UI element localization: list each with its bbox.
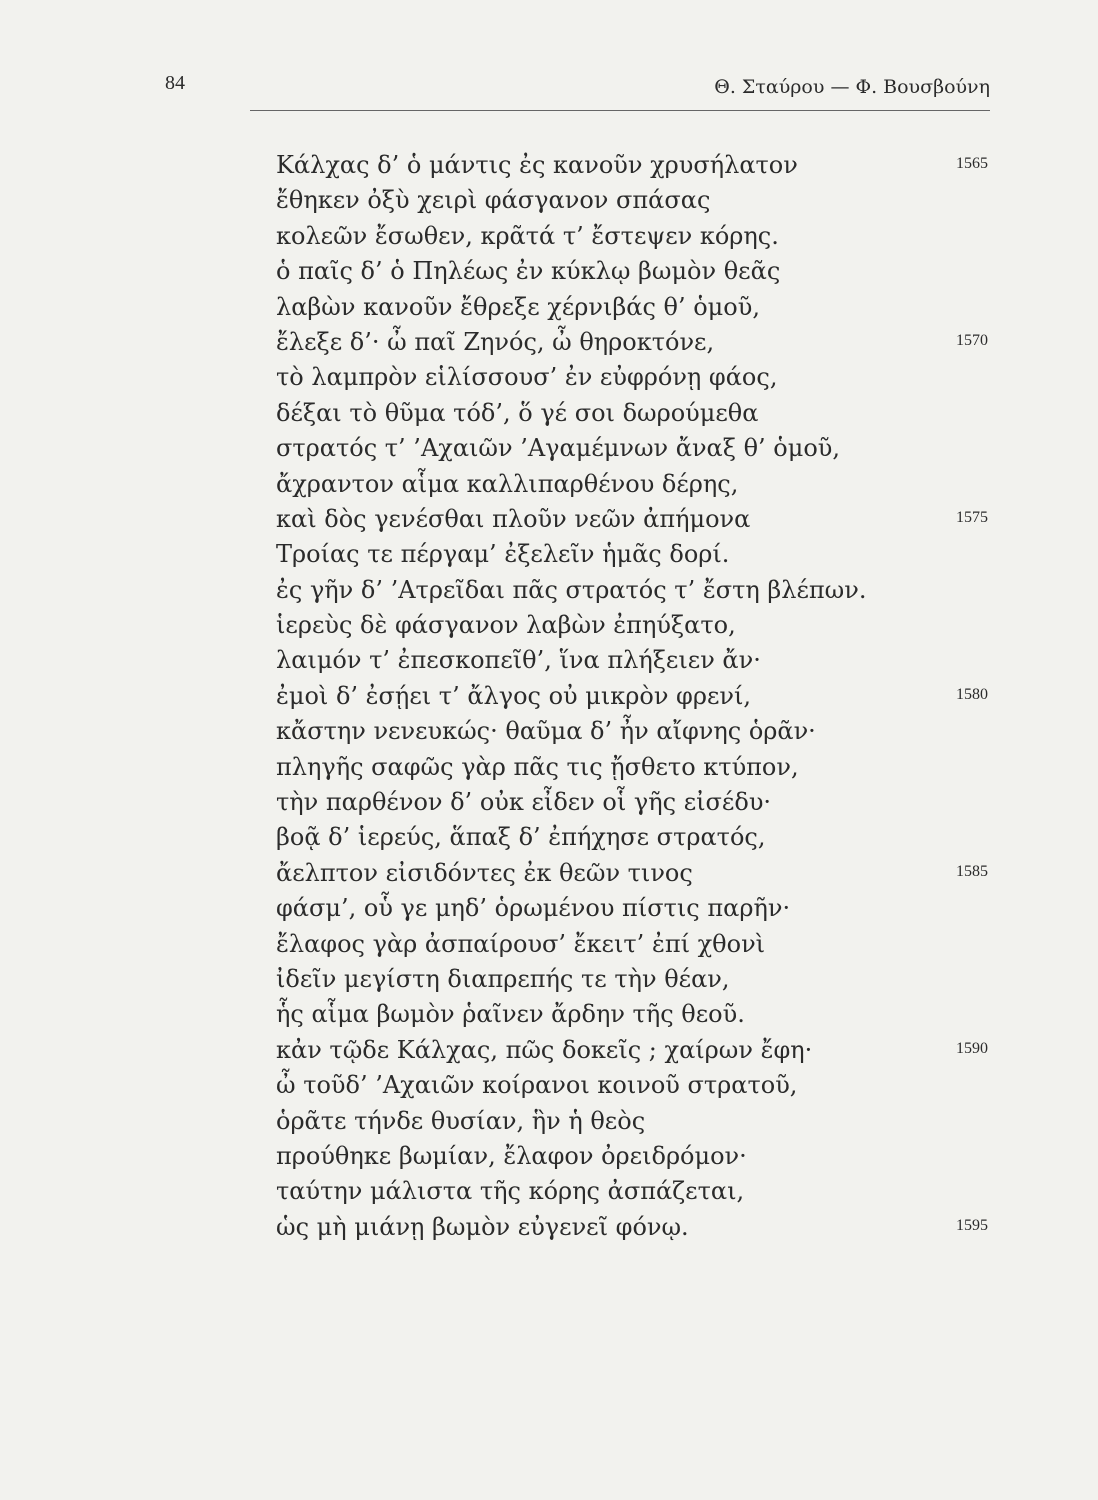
verse-text: ἔλεξε δ’· ὦ παῖ Ζηνός, ὦ θηροκτόνε, bbox=[276, 327, 715, 356]
verse-text: ὁρᾶτε τήνδε θυσίαν, ἣν ἡ θεὸς bbox=[276, 1106, 646, 1135]
verse-text: βοᾷ δ’ ἱερεύς, ἅπαξ δ’ ἐπήχησε στρατός, bbox=[276, 823, 766, 852]
line-number: 1590 bbox=[956, 1039, 988, 1057]
verse-line bbox=[0, 679, 1098, 714]
verse-text: λαιμόν τ’ ἐπεσκοπεῖθ’, ἵνα πλήξειεν ἄν· bbox=[276, 646, 761, 675]
verse-line bbox=[0, 962, 1098, 997]
verse-line bbox=[0, 891, 1098, 926]
verse-line bbox=[0, 820, 1098, 855]
verse-text: φάσμ’, οὗ γε μηδ’ ὁρωμένου πίστις παρῆν· bbox=[276, 894, 791, 923]
verse-text: Κάλχας δ’ ὁ μάντις ἐς κανοῦν χρυσήλατον bbox=[276, 151, 798, 179]
verse-text: τὴν παρθένον δ’ οὐκ εἶδεν οἷ γῆς εἰσέδυ· bbox=[276, 788, 772, 817]
verse-line bbox=[0, 1139, 1098, 1174]
header-rule bbox=[250, 110, 990, 111]
verse-line bbox=[0, 1033, 1098, 1068]
verse-text: λαβὼν κανοῦν ἔθρεξε χέρνιβάς θ’ ὁμοῦ, bbox=[276, 292, 760, 321]
running-head: Θ. Σταύρου — Φ. Βουσβούνη bbox=[714, 76, 990, 98]
verse-line bbox=[0, 360, 1098, 395]
verse-line bbox=[0, 997, 1098, 1032]
line-number: 1595 bbox=[956, 1216, 988, 1234]
poem-text bbox=[0, 148, 1098, 1245]
line-number: 1580 bbox=[956, 685, 988, 703]
verse-text: καὶ δὸς γενέσθαι πλοῦν νεῶν ἀπήμονα bbox=[276, 504, 751, 533]
page-number: 84 bbox=[165, 72, 185, 94]
verse-line bbox=[0, 608, 1098, 643]
verse-line bbox=[0, 467, 1098, 502]
verse-line bbox=[0, 502, 1098, 537]
verse-line bbox=[0, 148, 1098, 183]
verse-line bbox=[0, 750, 1098, 785]
verse-text: ὁ παῖς δ’ ὁ Πηλέως ἐν κύκλῳ βωμὸν θεᾶς bbox=[276, 257, 781, 286]
verse-line bbox=[0, 1104, 1098, 1139]
verse-line bbox=[0, 1210, 1098, 1245]
verse-line bbox=[0, 1174, 1098, 1209]
verse-text: ὦ τοῦδ’ ’Αχαιῶν κοίρανοι κοινοῦ στρατοῦ, bbox=[276, 1071, 798, 1100]
verse-text: κἀν τῷδε Κάλχας, πῶς δοκεῖς ; χαίρων ἔφη· bbox=[276, 1035, 813, 1064]
verse-text: ἐμοὶ δ’ ἐσῄει τ’ ἄλγος οὐ μικρὸν φρενί, bbox=[276, 681, 752, 710]
verse-line bbox=[0, 290, 1098, 325]
verse-text: στρατός τ’ ’Αχαιῶν ’Αγαμέμνων ἄναξ θ’ ὁμοῦ, bbox=[276, 434, 841, 463]
verse-text: ἔλαφος γὰρ ἀσπαίρουσ’ ἔκειτ’ ἐπί χθονὶ bbox=[276, 929, 766, 958]
verse-line bbox=[0, 1068, 1098, 1103]
verse-text: ἐς γῆν δ’ ’Ατρεῖδαι πᾶς στρατός τ’ ἔστη βλέπων. bbox=[276, 575, 867, 604]
verse-text: ἧς αἷμα βωμὸν ῥαῖνεν ἄρδην τῆς θεοῦ. bbox=[276, 1000, 745, 1029]
verse-text: Τροίας τε πέργαμ’ ἐξελεῖν ἡμᾶς δορί. bbox=[276, 540, 730, 569]
verse-text: πληγῆς σαφῶς γὰρ πᾶς τις ᾔσθετο κτύπον, bbox=[276, 752, 799, 781]
verse-line bbox=[0, 643, 1098, 678]
verse-line bbox=[0, 219, 1098, 254]
verse-line bbox=[0, 431, 1098, 466]
verse-text: κἄστην νενευκώς· θαῦμα δ’ ἦν αἴφνης ὁρᾶν· bbox=[276, 717, 816, 746]
verse-text: ἰδεῖν μεγίστη διαπρεπής τε τὴν θέαν, bbox=[276, 964, 730, 993]
verse-line bbox=[0, 856, 1098, 891]
line-number: 1585 bbox=[956, 862, 988, 880]
verse-text: ἄελπτον εἰσιδόντες ἐκ θεῶν τινος bbox=[276, 858, 693, 887]
line-number: 1575 bbox=[956, 508, 988, 526]
verse-text: κολεῶν ἔσωθεν, κρᾶτά τ’ ἔστεψεν κόρης. bbox=[276, 221, 779, 250]
verse-line bbox=[0, 714, 1098, 749]
verse-line bbox=[0, 396, 1098, 431]
line-number: 1570 bbox=[956, 331, 988, 349]
verse-line bbox=[0, 325, 1098, 360]
verse-line bbox=[0, 183, 1098, 218]
verse-text: ἱερεὺς δὲ φάσγανον λαβὼν ἐπηύξατο, bbox=[276, 611, 736, 640]
verse-line bbox=[0, 537, 1098, 572]
line-number: 1565 bbox=[956, 155, 988, 172]
verse-text: τὸ λαμπρὸν εἱλίσσουσ’ ἐν εὐφρόνῃ φάος, bbox=[276, 363, 778, 392]
verse-text: δέξαι τὸ θῦμα τόδ’, ὅ γέ σοι δωρούμεθα bbox=[276, 398, 759, 427]
verse-text: ἄχραντον αἷμα καλλιπαρθένου δέρης, bbox=[276, 469, 739, 498]
verse-line bbox=[0, 254, 1098, 289]
verse-text: ὡς μὴ μιάνῃ βωμὸν εὐγενεῖ φόνῳ. bbox=[276, 1212, 689, 1241]
verse-text: ἔθηκεν ὀξὺ χειρὶ φάσγανον σπάσας bbox=[276, 186, 711, 215]
verse-line bbox=[0, 927, 1098, 962]
verse-line bbox=[0, 573, 1098, 608]
verse-line bbox=[0, 785, 1098, 820]
verse-text: προύθηκε βωμίαν, ἔλαφον ὀρειδρόμον· bbox=[276, 1141, 747, 1170]
verse-text: ταύτην μάλιστα τῆς κόρης ἀσπάζεται, bbox=[276, 1177, 745, 1206]
